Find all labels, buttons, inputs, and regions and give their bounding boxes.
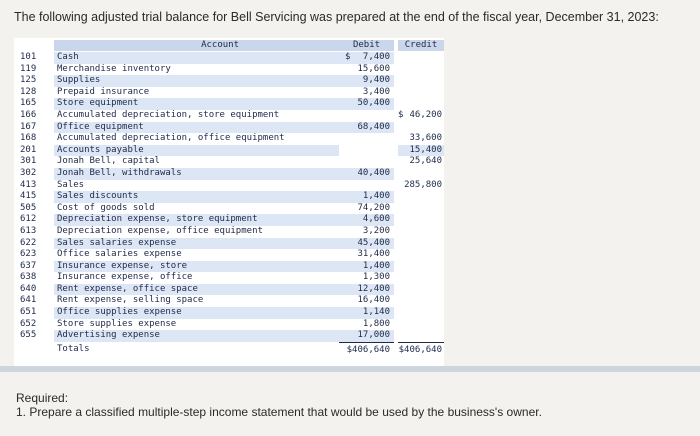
account-number: 622 bbox=[20, 237, 37, 248]
debit-amount bbox=[339, 87, 394, 99]
debit-amount bbox=[339, 191, 394, 203]
totals-label: Totals bbox=[57, 343, 90, 354]
table-row bbox=[14, 330, 444, 342]
header-account: Account bbox=[54, 40, 339, 51]
debit-value: 1,400 bbox=[362, 191, 390, 202]
debit-value: 16,400 bbox=[357, 295, 390, 306]
credit-amount bbox=[398, 180, 444, 192]
table-row bbox=[14, 52, 444, 64]
account-number: 128 bbox=[20, 86, 37, 97]
table-row bbox=[14, 307, 444, 319]
account-name: Office equipment bbox=[57, 121, 144, 132]
account-name: Jonah Bell, capital bbox=[57, 156, 160, 167]
table-row bbox=[14, 319, 444, 331]
table-rows bbox=[14, 52, 444, 356]
trial-balance-table bbox=[14, 38, 444, 368]
debit-value: 50,400 bbox=[357, 98, 390, 109]
debit-amount bbox=[339, 284, 394, 296]
account-name: Rent expense, selling space bbox=[57, 295, 204, 306]
table-row bbox=[14, 284, 444, 296]
totals-row bbox=[14, 342, 444, 356]
account-number: 168 bbox=[20, 133, 37, 144]
debit-value: 3,200 bbox=[362, 225, 390, 236]
account-name: Sales bbox=[57, 179, 85, 190]
table-row bbox=[14, 145, 444, 157]
table-row bbox=[14, 75, 444, 87]
table-row bbox=[14, 156, 444, 168]
account-name: Insurance expense, store bbox=[57, 260, 188, 271]
credit-value: 285,800 bbox=[404, 179, 442, 190]
header-credit: Credit bbox=[398, 40, 444, 51]
account-number: 651 bbox=[20, 307, 37, 318]
debit-value: 1,300 bbox=[362, 272, 390, 283]
debit-amount bbox=[339, 226, 394, 238]
debit-dollar-sign: $ bbox=[345, 52, 351, 62]
credit-value: 25,640 bbox=[409, 156, 442, 167]
debit-amount bbox=[339, 52, 394, 64]
account-name: Accumulated depreciation, store equipment bbox=[57, 109, 280, 120]
account-name: Sales salaries expense bbox=[57, 237, 177, 248]
account-number: 612 bbox=[20, 214, 37, 225]
account-name: Rent expense, office space bbox=[57, 283, 198, 294]
table-row bbox=[14, 110, 444, 122]
debit-value: 74,200 bbox=[357, 202, 390, 213]
account-number: 638 bbox=[20, 272, 37, 283]
totals-debit: $406,640 bbox=[339, 342, 394, 357]
account-name: Insurance expense, office bbox=[57, 272, 193, 283]
debit-amount bbox=[339, 238, 394, 250]
debit-amount bbox=[339, 307, 394, 319]
account-name: Depreciation expense, store equipment bbox=[57, 214, 258, 225]
table-row bbox=[14, 203, 444, 215]
account-number: 637 bbox=[20, 260, 37, 271]
table-row bbox=[14, 98, 444, 110]
table-row bbox=[14, 226, 444, 238]
account-number: 125 bbox=[20, 75, 37, 86]
table-row bbox=[14, 87, 444, 99]
table-row bbox=[14, 168, 444, 180]
account-name: Advertising expense bbox=[57, 330, 160, 341]
debit-amount bbox=[339, 272, 394, 284]
debit-value: 9,400 bbox=[362, 75, 390, 86]
credit-amount bbox=[398, 145, 444, 157]
account-number: 655 bbox=[20, 330, 37, 341]
required-section bbox=[16, 391, 542, 419]
table-row bbox=[14, 191, 444, 203]
debit-value: 12,400 bbox=[357, 283, 390, 294]
debit-amount bbox=[339, 330, 394, 342]
table-row bbox=[14, 272, 444, 284]
debit-value: 1,800 bbox=[362, 318, 390, 329]
table-row bbox=[14, 238, 444, 250]
table-row bbox=[14, 249, 444, 261]
debit-amount bbox=[339, 261, 394, 273]
account-number: 201 bbox=[20, 144, 37, 155]
account-number: 301 bbox=[20, 156, 37, 167]
account-number: 119 bbox=[20, 63, 37, 74]
debit-value: 4,600 bbox=[362, 214, 390, 225]
debit-amount bbox=[339, 64, 394, 76]
debit-amount bbox=[339, 214, 394, 226]
debit-value: 40,400 bbox=[357, 167, 390, 178]
table-row bbox=[14, 122, 444, 134]
divider-bar bbox=[0, 366, 700, 372]
account-number: 413 bbox=[20, 179, 37, 190]
account-name: Office supplies expense bbox=[57, 307, 182, 318]
required-heading: Required: bbox=[16, 391, 69, 405]
row-background bbox=[54, 52, 339, 64]
credit-amount bbox=[398, 110, 444, 122]
debit-value: 1,400 bbox=[362, 260, 390, 271]
debit-amount bbox=[339, 319, 394, 331]
account-name: Accumulated depreciation, office equipment bbox=[57, 133, 285, 144]
debit-value: 1,140 bbox=[362, 307, 390, 318]
debit-amount bbox=[339, 98, 394, 110]
table-row bbox=[14, 295, 444, 307]
account-number: 415 bbox=[20, 191, 37, 202]
account-number: 505 bbox=[20, 202, 37, 213]
account-name: Store equipment bbox=[57, 98, 139, 109]
debit-value: 15,600 bbox=[357, 63, 390, 74]
account-name: Supplies bbox=[57, 75, 101, 86]
account-name: Prepaid insurance bbox=[57, 86, 150, 97]
account-number: 101 bbox=[20, 52, 37, 62]
account-number: 302 bbox=[20, 167, 37, 178]
debit-value: 31,400 bbox=[357, 249, 390, 260]
account-number: 165 bbox=[20, 98, 37, 109]
credit-value: 15,400 bbox=[409, 144, 442, 155]
account-number: 167 bbox=[20, 121, 37, 132]
account-number: 623 bbox=[20, 249, 37, 260]
credit-amount bbox=[398, 156, 444, 168]
account-name: Cash bbox=[57, 52, 79, 62]
debit-amount bbox=[339, 249, 394, 261]
account-name: Sales discounts bbox=[57, 191, 139, 202]
debit-value: 3,400 bbox=[362, 86, 390, 97]
row-background bbox=[54, 180, 339, 192]
debit-amount bbox=[339, 168, 394, 180]
debit-amount bbox=[339, 203, 394, 215]
account-name: Cost of goods sold bbox=[57, 202, 155, 213]
table-row bbox=[14, 261, 444, 273]
credit-value: 33,600 bbox=[409, 133, 442, 144]
debit-value: 17,000 bbox=[357, 330, 390, 341]
account-name: Jonah Bell, withdrawals bbox=[57, 167, 182, 178]
intro-text: The following adjusted trial balance for Bell Servicing was prepared at the end of the fiscal year, December 31, 2023: bbox=[14, 10, 659, 24]
debit-amount bbox=[339, 75, 394, 87]
account-number: 166 bbox=[20, 109, 37, 120]
credit-value: 46,200 bbox=[409, 109, 442, 120]
debit-value: 68,400 bbox=[357, 121, 390, 132]
row-background bbox=[54, 342, 339, 356]
account-number: 640 bbox=[20, 283, 37, 294]
table-row bbox=[14, 214, 444, 226]
totals-credit: $406,640 bbox=[398, 342, 444, 357]
debit-value: 45,400 bbox=[357, 237, 390, 248]
account-name: Merchandise inventory bbox=[57, 63, 171, 74]
account-name: Office salaries expense bbox=[57, 249, 182, 260]
table-row bbox=[14, 133, 444, 145]
debit-value: 7,400 bbox=[362, 52, 390, 62]
header-debit: Debit bbox=[339, 40, 394, 51]
account-name: Depreciation expense, office equipment bbox=[57, 225, 263, 236]
table-row bbox=[14, 180, 444, 192]
account-number: 641 bbox=[20, 295, 37, 306]
table-row bbox=[14, 64, 444, 76]
account-name: Accounts payable bbox=[57, 144, 144, 155]
account-number: 652 bbox=[20, 318, 37, 329]
account-name: Store supplies expense bbox=[57, 318, 177, 329]
credit-amount bbox=[398, 133, 444, 145]
account-number: 613 bbox=[20, 225, 37, 236]
debit-amount bbox=[339, 122, 394, 134]
debit-amount bbox=[339, 295, 394, 307]
credit-dollar-sign: $ bbox=[398, 109, 404, 120]
required-item-1: 1. Prepare a classified multiple-step income statement that would be used by the business's owner. bbox=[16, 405, 542, 419]
